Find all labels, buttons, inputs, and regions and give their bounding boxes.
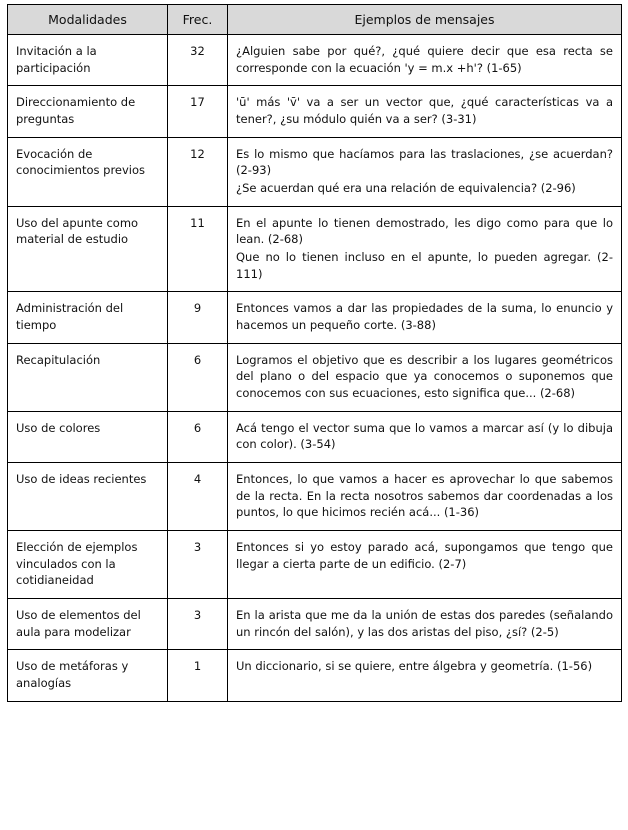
table-row	[8, 650, 622, 701]
cell-ejemplos	[228, 137, 622, 206]
modalidades-table	[7, 4, 622, 702]
cell-modalidad: Direccionamiento de preguntas	[8, 86, 168, 137]
cell-ejemplos	[228, 35, 622, 86]
cell-frecuencia: 3	[168, 531, 228, 599]
cell-frecuencia: 6	[168, 411, 228, 462]
table-row	[8, 411, 622, 462]
cell-ejemplos	[228, 292, 622, 343]
table-row	[8, 35, 622, 86]
cell-frecuencia: 3	[168, 599, 228, 650]
table-container	[0, 4, 628, 702]
ejemplo-text: Entonces si yo estoy parado acá, supongamos que tengo que llegar a cierta parte de un edificio. (2-7)	[236, 540, 613, 571]
ejemplo-text: Es lo mismo que hacíamos para las traslaciones, ¿se acuerdan? (2-93)	[236, 146, 613, 178]
cell-modalidad: Administración del tiempo	[8, 292, 168, 343]
cell-modalidad: Invitación a la participación	[8, 35, 168, 86]
cell-frecuencia: 1	[168, 650, 228, 701]
cell-frecuencia: 32	[168, 35, 228, 86]
cell-ejemplos	[228, 531, 622, 599]
column-header-modalidades: Modalidades	[8, 5, 168, 35]
cell-modalidad: Uso de ideas recientes	[8, 463, 168, 531]
cell-frecuencia: 11	[168, 206, 228, 292]
cell-modalidad: Recapitulación	[8, 343, 168, 411]
table-row	[8, 206, 622, 292]
cell-frecuencia: 12	[168, 137, 228, 206]
cell-ejemplos	[228, 343, 622, 411]
table-row	[8, 463, 622, 531]
cell-frecuencia: 9	[168, 292, 228, 343]
table-body	[8, 35, 622, 702]
cell-modalidad: Elección de ejemplos vinculados con la cotidianeidad	[8, 531, 168, 599]
ejemplo-text: Entonces, lo que vamos a hacer es aprovechar lo que sabemos de la recta. En la recta nosotros sabemos dar coordenadas a los puntos, lo que hicimos recién acá... (1-36)	[236, 472, 613, 520]
table-row	[8, 137, 622, 206]
cell-modalidad: Uso del apunte como material de estudio	[8, 206, 168, 292]
table-row	[8, 343, 622, 411]
cell-modalidad: Uso de elementos del aula para modelizar	[8, 599, 168, 650]
cell-modalidad: Evocación de conocimientos previos	[8, 137, 168, 206]
ejemplo-text: 'ū' más 'v̄' va a ser un vector que, ¿qué características va a tener?, ¿su módulo quién va a ser? (3-31)	[236, 95, 613, 127]
table-row	[8, 531, 622, 599]
cell-frecuencia: 17	[168, 86, 228, 137]
cell-frecuencia: 4	[168, 463, 228, 531]
table-row	[8, 86, 622, 137]
cell-frecuencia: 6	[168, 343, 228, 411]
ejemplo-text: Entonces vamos a dar las propiedades de la suma, lo enuncio y hacemos un pequeño corte. (3-88)	[236, 301, 613, 333]
column-header-frecuencia: Frec.	[168, 5, 228, 35]
cell-ejemplos	[228, 463, 622, 531]
cell-modalidad: Uso de metáforas y analogías	[8, 650, 168, 701]
cell-ejemplos	[228, 86, 622, 137]
ejemplo-text: Un diccionario, si se quiere, entre álgebra y geometría. (1-56)	[236, 659, 593, 674]
table-header	[8, 5, 622, 35]
cell-ejemplos	[228, 206, 622, 292]
table-header-row	[8, 5, 622, 35]
ejemplo-text: ¿Se acuerdan qué era una relación de equivalencia? (2-96)	[236, 181, 576, 196]
ejemplo-text: En la arista que me da la unión de estas dos paredes (señalando un rincón del salón), y las dos aristas del piso, ¿sí? (2-5)	[236, 608, 613, 639]
ejemplo-text: Acá tengo el vector suma que lo vamos a marcar así (y lo dibuja con color). (3-54)	[236, 420, 613, 452]
cell-ejemplos	[228, 599, 622, 650]
cell-ejemplos	[228, 650, 622, 701]
ejemplo-text: ¿Alguien sabe por qué?, ¿qué quiere decir que esa recta se corresponde con la ecuación 'y = m.x +h'? (1-65)	[236, 44, 613, 75]
ejemplo-text: Logramos el objetivo que es describir a los lugares geométricos del plano o del espacio que ya conocemos o suponemos que conocemos con sus ecuaciones, esto significa que... (2-68)	[236, 352, 613, 401]
table-row	[8, 292, 622, 343]
ejemplo-text: Que no lo tienen incluso en el apunte, lo pueden agregar. (2-111)	[236, 250, 613, 281]
cell-modalidad: Uso de colores	[8, 411, 168, 462]
table-row	[8, 599, 622, 650]
cell-ejemplos	[228, 411, 622, 462]
ejemplo-text: En el apunte lo tienen demostrado, les digo como para que lo lean. (2-68)	[236, 215, 613, 247]
column-header-ejemplos: Ejemplos de mensajes	[228, 5, 622, 35]
